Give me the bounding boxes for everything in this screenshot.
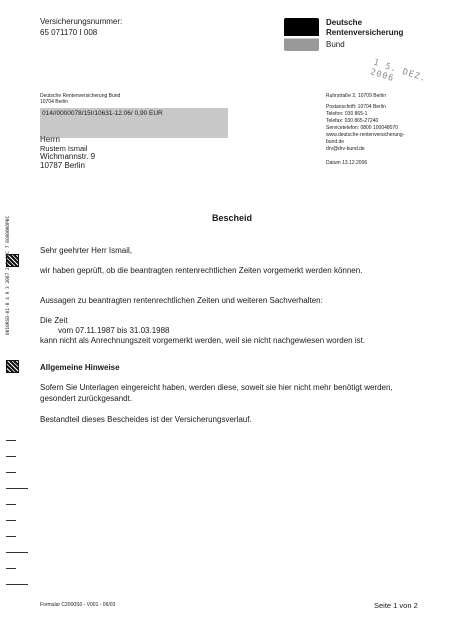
contact-phone: Telefon: 030 865-1 [326, 111, 368, 117]
letter-greeting: Sehr geehrter Herr Ismail, [40, 246, 133, 255]
contact-web-line2: bund.de [326, 139, 345, 145]
drv-logo [284, 18, 319, 51]
statements-heading: Aussagen zu beantragten rentenrechtlichen Zeiten und weiteren Sachverhalten: [40, 296, 323, 305]
letter-title: Bescheid [212, 213, 253, 223]
fold-mark [6, 504, 16, 505]
recipient-name: Rustem Ismail [40, 144, 88, 153]
recipient-city: 10787 Berlin [40, 161, 85, 170]
received-stamp: 1 5. DEZ. 2006 [368, 57, 428, 85]
letter-date: Datum 13.12.2006 [326, 160, 368, 166]
fold-mark [6, 456, 16, 457]
letter-intro: wir haben geprüft, ob die beantragten rentenrechtlichen Zeiten vorgemerkt werden können. [40, 266, 363, 275]
contact-web-line1: www.deutsche-rentenversicherung- [326, 132, 405, 138]
contact-service-phone: Servicetelefon: 0800 100048070 [326, 125, 399, 131]
insurance-number: 65 071170 I 008 [40, 28, 98, 37]
page-number: Seite 1 von 2 [374, 601, 418, 610]
component-note: Bestandteil dieses Bescheides ist der Versicherungsverlauf. [40, 415, 252, 424]
postage-reference: 014//0000078/15I/10631-12.06/ 0,90 EUR [42, 110, 163, 117]
period-range: vom 07.11.1987 bis 31.03.1988 [58, 326, 170, 335]
contact-fax: Telefax: 030 865-27240 [326, 118, 379, 124]
general-notes-line1: Sofern Sie Unterlagen eingereicht haben, werden diese, soweit sie hier nicht mehr benötigt werden, [40, 383, 393, 392]
fold-mark [6, 472, 16, 473]
insurance-number-label: Versicherungsnummer: [40, 17, 123, 26]
fold-mark [6, 568, 16, 569]
period-label: Die Zeit [40, 316, 68, 325]
org-name-line3: Bund [326, 40, 345, 49]
sender-return-line1: Deutsche Rentenversicherung Bund [40, 93, 121, 99]
contact-address: Ruhrstraße 2, 10709 Berlin [326, 93, 387, 99]
sender-return-line2: 10704 Berlin [40, 99, 69, 105]
fold-mark [6, 536, 16, 537]
fold-mark [6, 488, 28, 489]
form-code: Formular C2000S0 - V001 - 06/03 [40, 602, 116, 608]
general-notes-heading: Allgemeine Hinweise [40, 363, 120, 372]
fold-mark [6, 552, 28, 553]
contact-email: drv@drv-bund.de [326, 146, 365, 152]
recipient-salutation: Herrn [40, 135, 61, 144]
fold-mark [6, 520, 16, 521]
org-name-line2: Rentenversicherung [326, 28, 404, 37]
barcode-icon-bottom [6, 360, 19, 373]
period-reason: kann nicht als Anrechnungszeit vorgemerkt werden, weil sie nicht nachgewiesen worden ist. [40, 336, 366, 345]
general-notes-line2: gesondert zurückgesandt. [40, 394, 133, 403]
fold-mark [6, 584, 28, 585]
recipient-street: Wichmannstr. 9 [40, 152, 96, 161]
vertical-margin-code: 0010RSB-01-0 4 9 3 2007 2 1 J6C 7 8G000KOP0C [6, 215, 11, 335]
contact-postal: Postanschrift: 10704 Berlin [326, 104, 386, 110]
org-name-line1: Deutsche [326, 18, 363, 27]
fold-mark [6, 440, 16, 441]
